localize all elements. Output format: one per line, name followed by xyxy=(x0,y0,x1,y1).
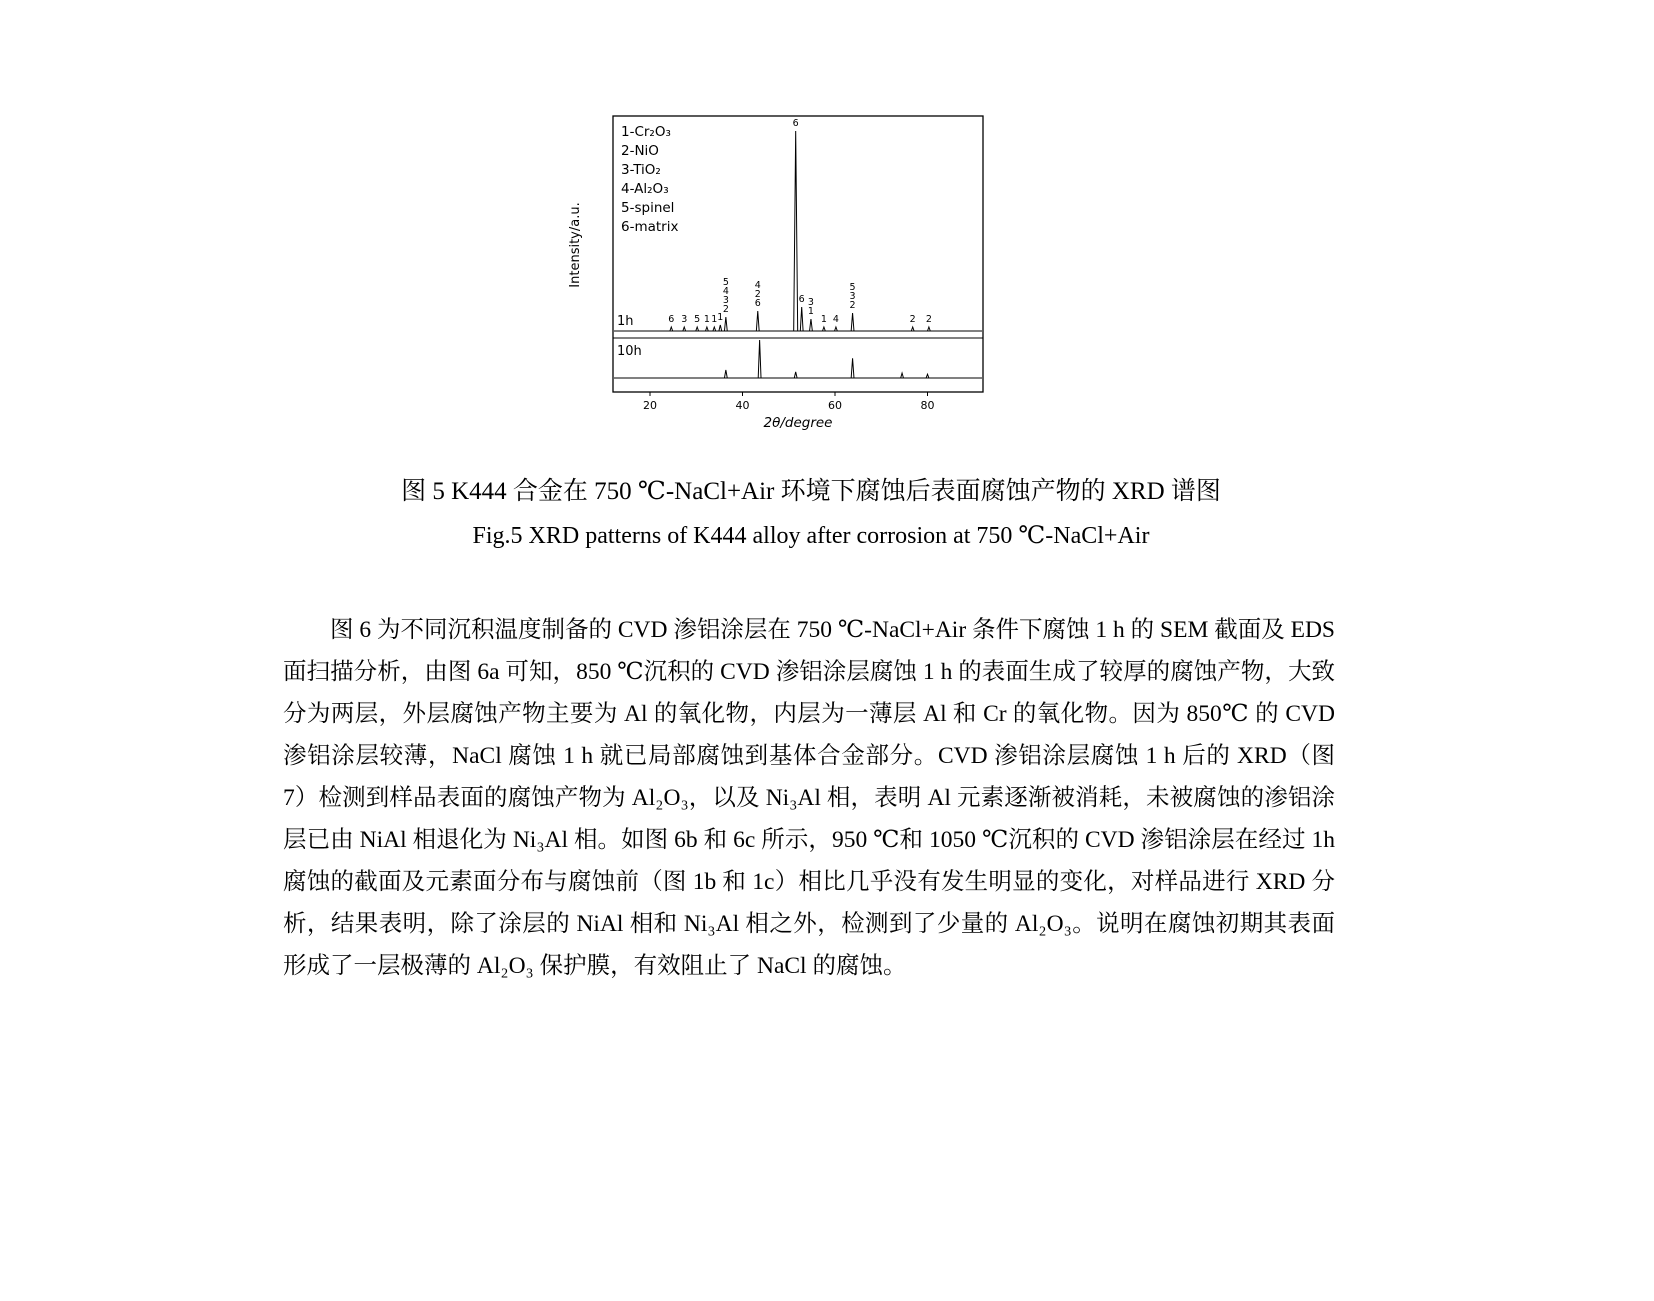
svg-text:1: 1 xyxy=(717,312,724,323)
svg-text:2-NiO: 2-NiO xyxy=(621,143,659,159)
svg-text:5: 5 xyxy=(849,282,856,293)
svg-text:4: 4 xyxy=(832,314,839,325)
svg-text:2: 2 xyxy=(909,314,916,325)
svg-text:20: 20 xyxy=(643,399,657,412)
svg-text:2: 2 xyxy=(754,289,761,300)
svg-text:6: 6 xyxy=(798,294,805,305)
svg-text:3: 3 xyxy=(722,295,729,306)
svg-text:1: 1 xyxy=(807,306,814,317)
svg-text:2: 2 xyxy=(925,314,932,325)
svg-text:10h: 10h xyxy=(617,344,642,359)
svg-text:4-Al₂O₃: 4-Al₂O₃ xyxy=(621,181,669,197)
figure-caption-en: Fig.5 XRD patterns of K444 alloy after corrosion at 750 ℃-NaCl+Air xyxy=(472,523,1150,549)
figure-caption-block xyxy=(283,471,1339,557)
svg-text:5-spinel: 5-spinel xyxy=(621,200,675,216)
figure-caption-zh: 图 5 K444 合金在 750 ℃-NaCl+Air 环境下腐蚀后表面腐蚀产物的 XRD 谱图 xyxy=(401,478,1221,505)
body-paragraph: 图 6 为不同沉积温度制备的 CVD 渗铝涂层在 750 ℃-NaCl+Air 条件下腐蚀 1 h 的 SEM 截面及 EDS 面扫描分析，由图 6a 可知，850 ℃沉积的 CVD 渗铝涂层腐蚀 1 h 的表面生成了较厚的腐蚀产物，大致分为两层，外层腐蚀产物主要为 Al 的氧化物，内层为一薄层 Al 和 Cr 的氧化物。因为 850℃ 的 CVD 渗铝涂层较薄，NaCl 腐蚀 1 h 就已局部腐蚀到基体合金部分。CVD 渗铝涂层腐蚀 1 h 后的 XRD（图 7）检测到样品表面的腐蚀产物为 Al₂O₃，以及 Ni₃Al 相，表明 Al 元素逐渐被消耗，未被腐蚀的渗铝涂层已由 NiAl 相退化为 Ni₃Al 相。如图 6b 和 6c 所示，950 ℃和 1050 ℃沉积的 CVD 渗铝涂层在经过 1h 腐蚀的截面及元素面分布与腐蚀前（图 1b 和 1c）相比几乎没有发生明显的变化，对样品进行 XRD 分析，结果表明，除了涂层的 NiAl 相和 Ni₃Al 相之外，检测到了少量的 Al₂O₃。说明在腐蚀初期其表面形成了一层极薄的 Al₂O₃ 保护膜，有效阻止了 NaCl 的腐蚀。 xyxy=(283,617,1336,979)
svg-text:1: 1 xyxy=(820,314,827,325)
xrd-figure xyxy=(563,115,993,445)
svg-text:2: 2 xyxy=(849,300,856,311)
svg-text:1: 1 xyxy=(711,314,718,325)
svg-text:4: 4 xyxy=(722,286,729,297)
svg-text:3: 3 xyxy=(849,291,856,302)
svg-text:40: 40 xyxy=(735,399,750,412)
svg-text:60: 60 xyxy=(828,399,842,412)
svg-text:5: 5 xyxy=(694,314,701,325)
svg-text:Intensity/a.u.: Intensity/a.u. xyxy=(568,202,583,288)
svg-text:1: 1 xyxy=(703,314,710,325)
svg-text:6: 6 xyxy=(754,298,761,309)
svg-text:80: 80 xyxy=(920,399,935,412)
xrd-chart-svg xyxy=(563,115,993,445)
svg-text:3: 3 xyxy=(681,314,688,325)
svg-text:1h: 1h xyxy=(617,314,634,329)
svg-text:6: 6 xyxy=(792,118,799,129)
svg-text:6-matrix: 6-matrix xyxy=(621,219,679,235)
svg-text:3: 3 xyxy=(807,297,814,308)
svg-text:2: 2 xyxy=(722,304,729,315)
svg-text:2θ/degree: 2θ/degree xyxy=(763,415,833,431)
document-page xyxy=(0,115,1654,1301)
svg-text:3-TiO₂: 3-TiO₂ xyxy=(621,162,661,178)
svg-text:5: 5 xyxy=(722,277,729,288)
svg-text:4: 4 xyxy=(754,280,761,291)
svg-text:1-Cr₂O₃: 1-Cr₂O₃ xyxy=(621,124,671,140)
svg-text:6: 6 xyxy=(668,314,675,325)
